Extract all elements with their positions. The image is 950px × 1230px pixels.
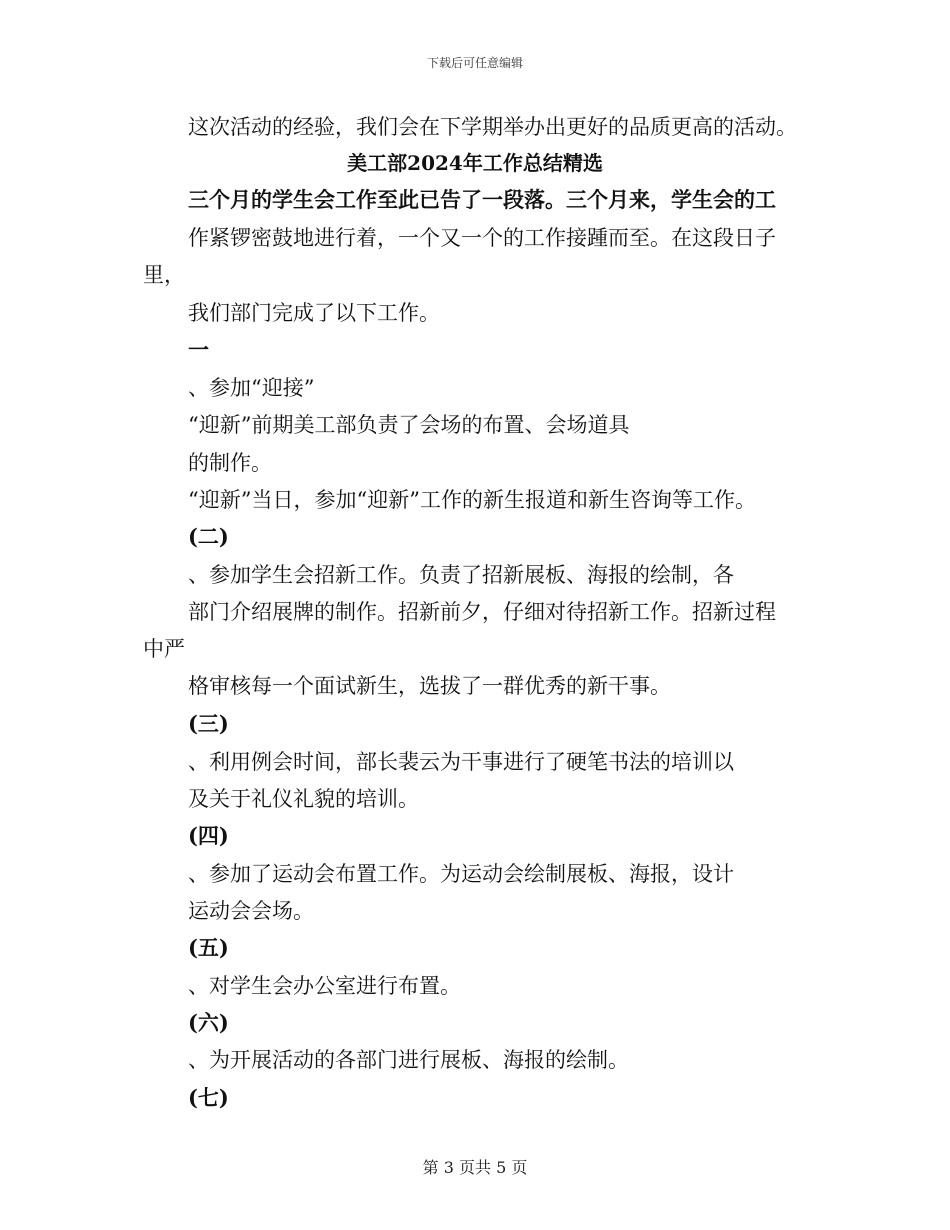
list-number: (六) xyxy=(188,1010,229,1035)
list-number: (四) xyxy=(188,823,229,848)
list-number: (七) xyxy=(188,1085,229,1110)
list-number: (五) xyxy=(188,935,229,960)
text-line: 部门介绍展牌的制作。招新前夕，仔细对待招新工作。招新过程 xyxy=(188,600,776,624)
list-number: 一 xyxy=(188,337,209,362)
section-title: 美工部2024年工作总结精选 xyxy=(347,151,603,175)
text-line: 我们部门完成了以下工作。 xyxy=(188,301,440,325)
text-line: 这次活动的经验，我们会在下学期举办出更好的品质更高的活动。 xyxy=(188,115,797,139)
text-line: “迎新”当日，参加“迎新”工作的新生报道和新生咨询等工作。 xyxy=(188,488,756,512)
text-line: 的制作。 xyxy=(188,451,272,475)
text-line: 、对学生会办公室进行布置。 xyxy=(188,974,461,998)
text-line: 中严 xyxy=(143,637,185,661)
text-line: 格审核每一个面试新生，选拔了一群优秀的新干事。 xyxy=(188,674,671,698)
text-line: 、参加学生会招新工作。负责了招新展板、海报的绘制，各 xyxy=(188,563,734,587)
list-number: (二) xyxy=(188,524,229,549)
page-header: 下载后可任意编辑 xyxy=(426,56,523,70)
text-line: 、参加了运动会布置工作。为运动会绘制展板、海报，设计 xyxy=(188,862,734,886)
text-line: 里， xyxy=(143,263,185,287)
text-line: 作紧锣密鼓地进行着，一个又一个的工作接踵而至。在这段日子 xyxy=(188,226,776,250)
text-line: 三个月的学生会工作至此已告了一段落。三个月来，学生会的工 xyxy=(188,187,776,212)
text-line: 、参加“迎接” xyxy=(188,376,315,400)
list-number: (三) xyxy=(188,711,229,736)
text-line: 、为开展活动的各部门进行展板、海报的绘制。 xyxy=(188,1048,629,1072)
text-line: “迎新”前期美工部负责了会场的布置、会场道具 xyxy=(188,413,630,437)
text-line: 及关于礼仪礼貌的培训。 xyxy=(188,787,419,811)
text-line: 运动会会场。 xyxy=(188,899,314,923)
page-footer: 第 3 页共 5 页 xyxy=(422,1158,528,1177)
text-line: 、利用例会时间，部长裴云为干事进行了硬笔书法的培训以 xyxy=(188,750,734,774)
